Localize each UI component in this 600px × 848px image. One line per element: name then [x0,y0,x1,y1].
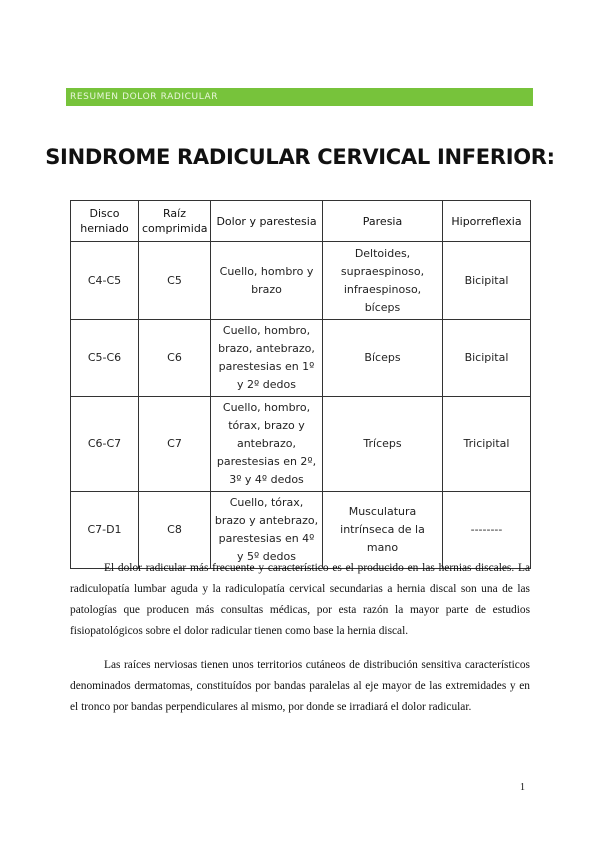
header-disco: Disco herniado [71,201,139,242]
cell-hiporreflexia: Bicipital [443,320,531,397]
cell-paresia: Musculatura intrínseca de la mano [323,492,443,569]
cell-raiz: C6 [139,320,211,397]
cell-hiporreflexia: Tricipital [443,397,531,492]
table-row [71,492,531,569]
table-header-row [71,201,531,242]
table-row [71,242,531,320]
cell-raiz: C8 [139,492,211,569]
cell-dolor: Cuello, tórax, brazo y antebrazo, parestesias en 4º y 5º dedos [211,492,323,569]
header-raiz: Raíz comprimida [139,201,211,242]
header-dolor: Dolor y parestesia [211,201,323,242]
header-paresia: Paresia [323,201,443,242]
page-title: SINDROME RADICULAR CERVICAL INFERIOR: [45,145,555,169]
cell-dolor: Cuello, hombro, brazo, antebrazo, parestesias en 1º y 2º dedos [211,320,323,397]
cell-disco: C4-C5 [71,242,139,320]
paragraph-dermatomas: Las raíces nerviosas tienen unos territorios cutáneos de distribución sensitiva característicos denominados dermatomas, constituídos por bandas paralelas al eje mayor de las extremidades y en el tronco por bandas perpendiculares al mismo, por donde se irradiará el dolor radicular. [70,659,530,713]
cell-hiporreflexia: -------- [443,492,531,569]
cell-paresia: Bíceps [323,320,443,397]
cell-hiporreflexia: Bicipital [443,242,531,320]
cell-dolor: Cuello, hombro y brazo [211,242,323,320]
cell-paresia: Tríceps [323,397,443,492]
paragraph-dolor-radicular: El dolor radicular más frecuente y característico es el producido en las hernias discales. La radiculopatía lumbar aguda y la radiculopatía cervical secundarias a hernia discal son una de las patologías que producen más consultas médicas, por esta razón la mayor parte de estudios fisiopatológicos sobre el dolor radicular tienen como base la hernia discal. [70,562,530,637]
table-row [71,397,531,492]
header-hiporreflexia: Hiporreflexia [443,201,531,242]
cell-disco: C5-C6 [71,320,139,397]
page-number: 1 [520,782,525,793]
cell-raiz: C7 [139,397,211,492]
cell-paresia: Deltoides, supraespinoso, infraespinoso, bíceps [323,242,443,320]
cell-raiz: C5 [139,242,211,320]
radicular-table [70,200,531,569]
cell-dolor: Cuello, hombro, tórax, brazo y antebrazo, parestesias en 2º, 3º y 4º dedos [211,397,323,492]
cell-disco: C6-C7 [71,397,139,492]
header-banner: RESUMEN DOLOR RADICULAR [66,88,533,106]
cell-disco: C7-D1 [71,492,139,569]
table-row [71,320,531,397]
